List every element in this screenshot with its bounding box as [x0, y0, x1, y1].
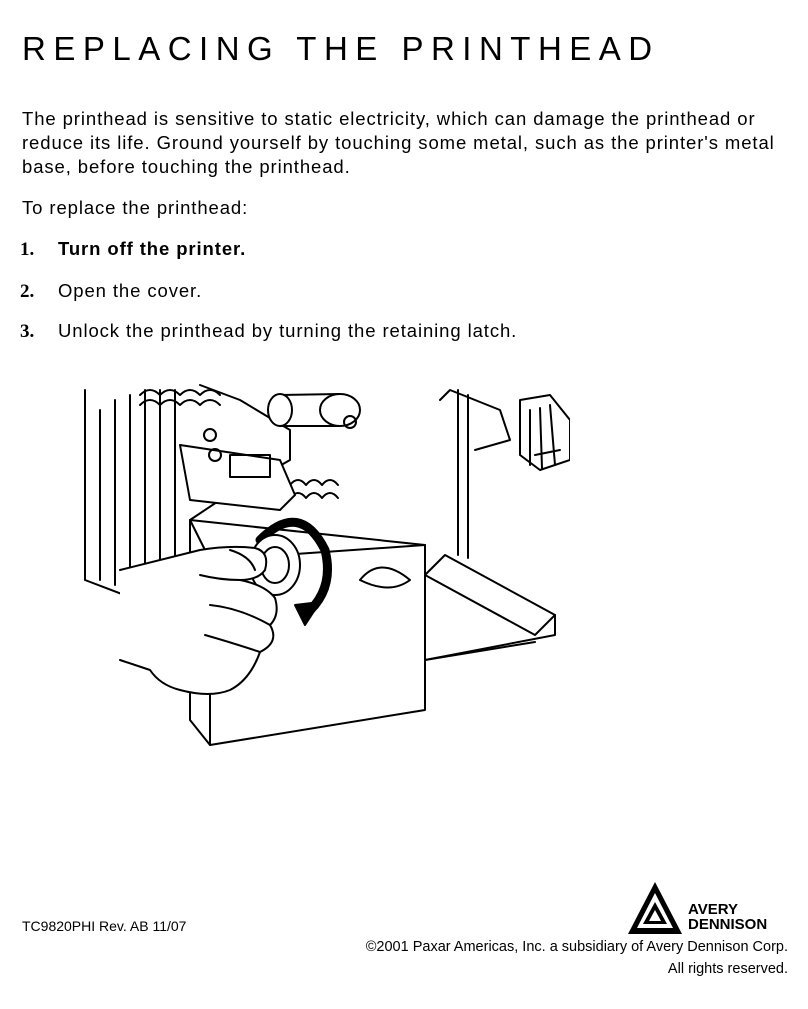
step-3	[20, 320, 517, 343]
logo-line-1: AVERY	[688, 901, 739, 918]
step-number: 2.	[20, 281, 35, 302]
avery-dennison-logo-icon	[626, 880, 684, 936]
avery-dennison-logo	[626, 880, 792, 936]
copyright-block	[366, 936, 788, 980]
intro-paragraph: The printhead is sensitive to static electricity, which can damage the printhead or reduce its life. Ground yourself by touching some metal, such as the printer's metal base, before touching the printhead.	[22, 108, 775, 177]
step-number: 1.	[20, 239, 35, 260]
printhead-latch-illustration	[80, 380, 570, 750]
step-2	[20, 280, 202, 303]
rights-text: All rights reserved.	[667, 961, 788, 977]
logo-wordmark	[688, 902, 767, 932]
step-number: 3.	[20, 321, 35, 342]
copyright-text: ©2001 Paxar Americas, Inc. a subsidiary of Avery Dennison Corp.	[365, 939, 788, 955]
document-id: TC9820PHI Rev. AB 11/07	[22, 918, 187, 934]
instructions-lead: To replace the printhead:	[22, 197, 249, 218]
step-1	[20, 238, 246, 261]
step-text: Open the cover.	[58, 280, 203, 301]
page-title: REPLACING THE PRINTHEAD	[22, 30, 660, 67]
step-text: Turn off the printer.	[58, 238, 247, 259]
logo-line-2: DENNISON	[688, 916, 768, 933]
step-text: Unlock the printhead by turning the retaining latch.	[58, 320, 518, 341]
